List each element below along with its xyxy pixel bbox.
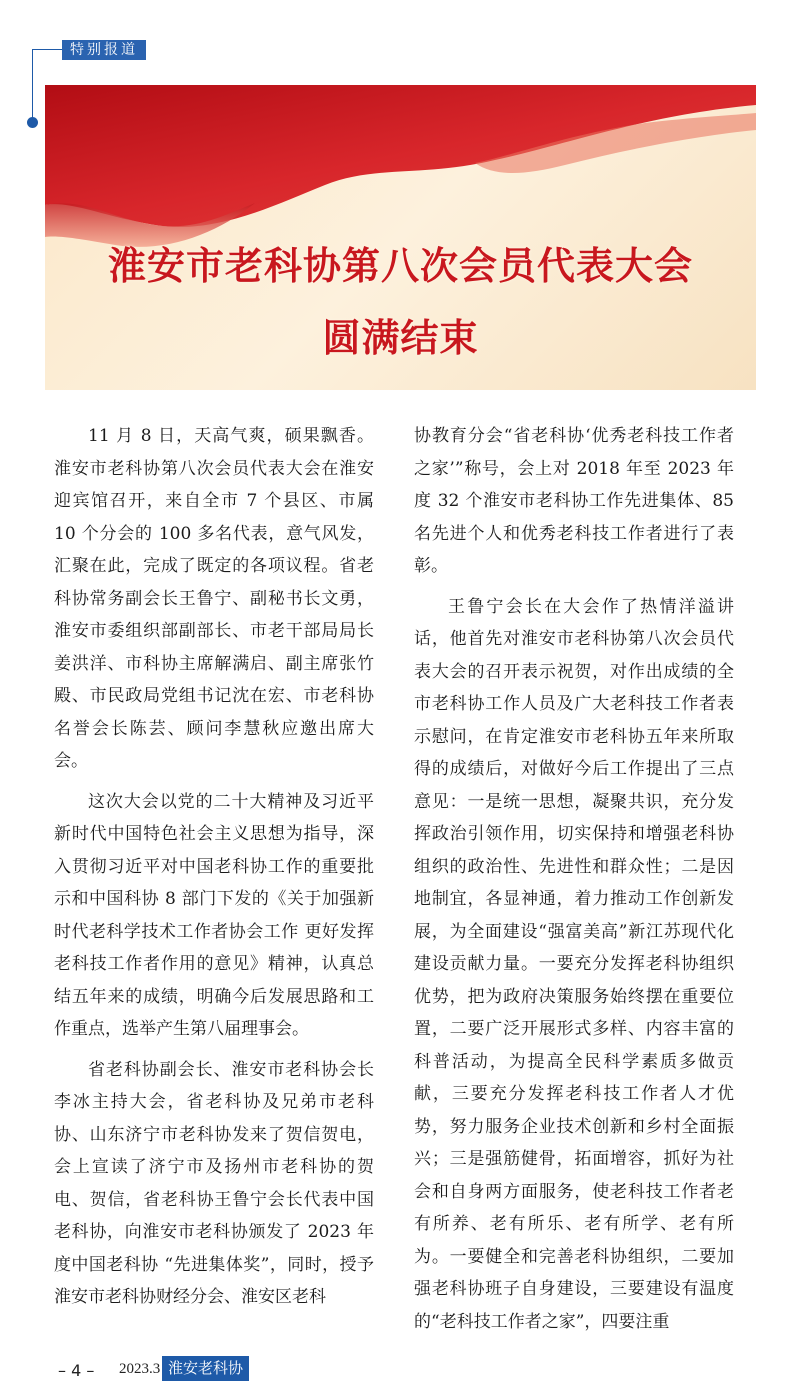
- section-marker-line: [32, 49, 33, 119]
- banner-title-line1: 淮安市老科协第八次会员代表大会: [107, 243, 693, 288]
- right-column: [414, 420, 734, 1346]
- paragraph: 省老科协副会长、淮安市老科协会长李冰主持大会，省老科协及兄弟市老科协、山东济宁市老科协发来了贺信贺电，会上宣读了济宁市及扬州市老科协的贺电、贺信，省老科协王鲁宁会长代表中国老科协，向淮安市老科协颁发了 2023 年度中国老科协 “先进集体奖”，同时，授予淮安市老科协财经分会、淮安区老科: [54, 1059, 374, 1307]
- issue-number: 2023.3: [119, 1361, 161, 1377]
- paragraph: 王鲁宁会长在大会作了热情洋溢讲话，他首先对淮安市老科协第八次会员代表大会的召开表示祝贺，对作出成绩的全市老科协工作人员及广大老科技工作者表示慰问，在肯定淮安市老科协五年来所取得的成绩后，对做好今后工作提出了三点意见：一是统一思想，凝聚共识，充分发挥政治引领作用，切实保持和增强老科协组织的政治性、先进性和群众性；二是因地制宜，各显神通，着力推动工作创新发展，为全面建设“强富美高”新江苏现代化建设贡献力量。一要充分发挥老科协组织优势，把为政府决策服务始终摆在重要位置，二要广泛开展形式多样、内容丰富的科普活动，为提高全民科学素质多做贡献，三要充分发挥老科技工作者人才优势，努力服务企业技术创新和乡村全面振兴；三是强筋健骨，拓面增容，抓好为社会和自身两方面服务，使老科技工作者老有所养、老有所乐、老有所学、老有所为。一要健全和完善老科协组织，二要加强老科协班子自身建设，三要建设有温度的“老科技工作者之家”，四要注重: [414, 596, 734, 1332]
- paragraph: 这次大会以党的二十大精神及习近平新时代中国特色社会主义思想为指导，深入贯彻习近平对中国老科协工作的重要批示和中国科协 8 部门下发的《关于加强新时代老科学技术工作者协会工作 更好发挥老科技工作者作用的意见》精神，认真总结五年来的成绩，明确今后发展思路和工作重点，选举产生第八届理事会。: [54, 791, 374, 1039]
- section-marker-line: [32, 49, 62, 50]
- section-marker-dot: [27, 117, 38, 128]
- title-banner: [45, 85, 756, 390]
- banner-title-line2: 圆满结束: [322, 315, 479, 360]
- page-number: – 4 –: [58, 1361, 95, 1380]
- section-tag: 特别报道: [62, 40, 146, 60]
- left-column: [54, 420, 374, 1322]
- paragraph: 协教育分会“省老科协‘优秀老科技工作者之家’”称号，会上对 2018 年至 2023 年度 32 个淮安市老科协工作先进集体、85 名先进个人和优秀老科技工作者进行了表彰。: [414, 426, 734, 576]
- magazine-name: 淮安老科协: [162, 1356, 249, 1381]
- paragraph: 11 月 8 日，天高气爽，硕果飘香。淮安市老科协第八次会员代表大会在淮安迎宾馆召开，来自全市 7 个县区、市属 10 个分会的 100 多名代表，意气风发，汇聚在此，完成了既定的各项议程。省老科协常务副会长王鲁宁、副秘书长文勇，淮安市委组织部副部长、市老干部局局长姜洪洋、市科协主席解满启、副主席张竹殿、市民政局党组书记沈在宏、市老科协名誉会长陈芸、顾问李慧秋应邀出席大会。: [54, 426, 374, 771]
